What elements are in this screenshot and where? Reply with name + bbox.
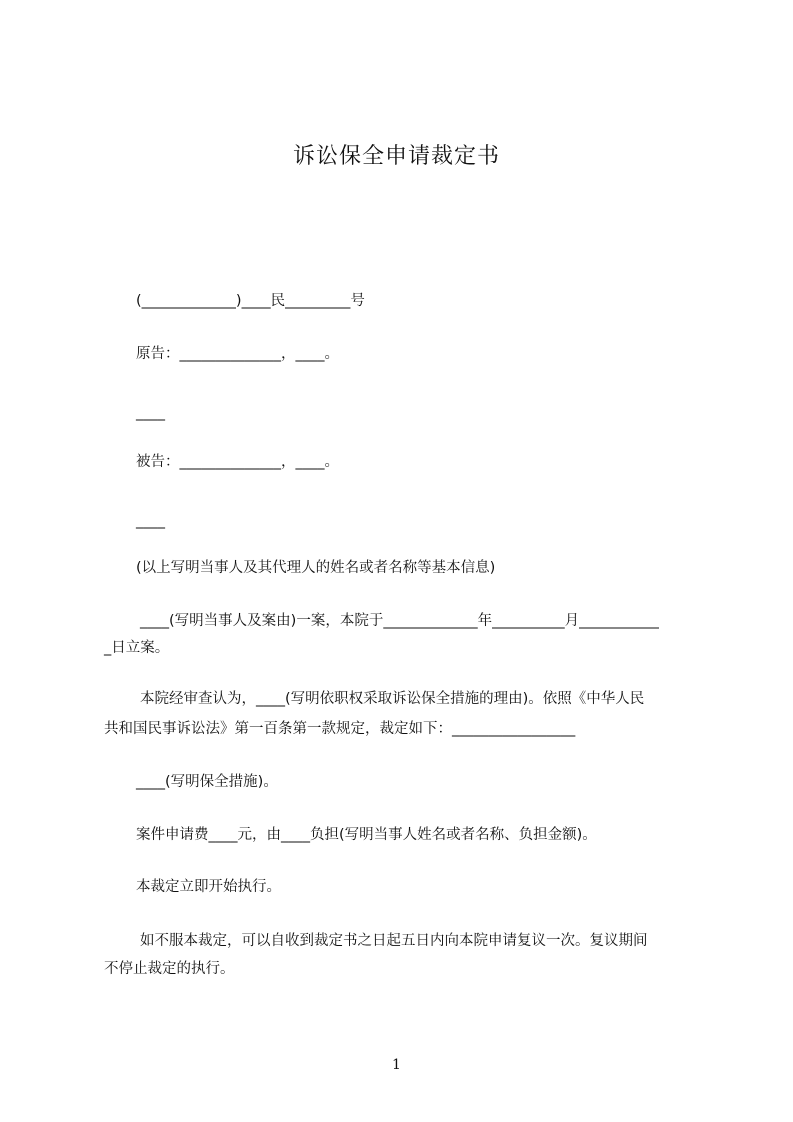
appeal-paragraph-line-2: 不停止裁定的执行。 bbox=[104, 961, 235, 977]
defendant-line: 被告：______________，____。 bbox=[136, 454, 339, 470]
case-filing-line-1: ____(写明当事人及案由)一案，本院于_____________年__________月___________ bbox=[140, 613, 659, 629]
plaintiff-line: 原告：______________，____。 bbox=[136, 346, 339, 362]
case-number-line: (_____________)____民_________号 bbox=[136, 293, 365, 309]
review-paragraph-line-1: 本院经审查认为，____(写明依职权采取诉讼保全措施的理由)。依照《中华人民 bbox=[140, 691, 645, 707]
document-title: 诉讼保全申请裁定书 bbox=[292, 144, 500, 169]
page-number: 1 bbox=[392, 1057, 401, 1073]
plaintiff-blank-line: ____ bbox=[136, 405, 165, 421]
party-info-note: (以上写明当事人及其代理人的姓名或者名称等基本信息) bbox=[136, 560, 496, 576]
defendant-blank-line: ____ bbox=[136, 513, 165, 529]
execution-line: 本裁定立即开始执行。 bbox=[136, 879, 281, 895]
appeal-paragraph-line-1: 如不服本裁定，可以自收到裁定书之日起五日内向本院申请复议一次。复议期间 bbox=[140, 933, 648, 949]
preservation-measures-line: ____(写明保全措施)。 bbox=[136, 774, 278, 790]
case-filing-line-2: _日立案。 bbox=[104, 640, 170, 656]
review-paragraph-line-2: 共和国民事诉讼法》第一百条第一款规定，裁定如下：_________________ bbox=[104, 721, 576, 737]
application-fee-line: 案件申请费____元，由____负担(写明当事人姓名或者名称、负担金额)。 bbox=[136, 827, 597, 843]
